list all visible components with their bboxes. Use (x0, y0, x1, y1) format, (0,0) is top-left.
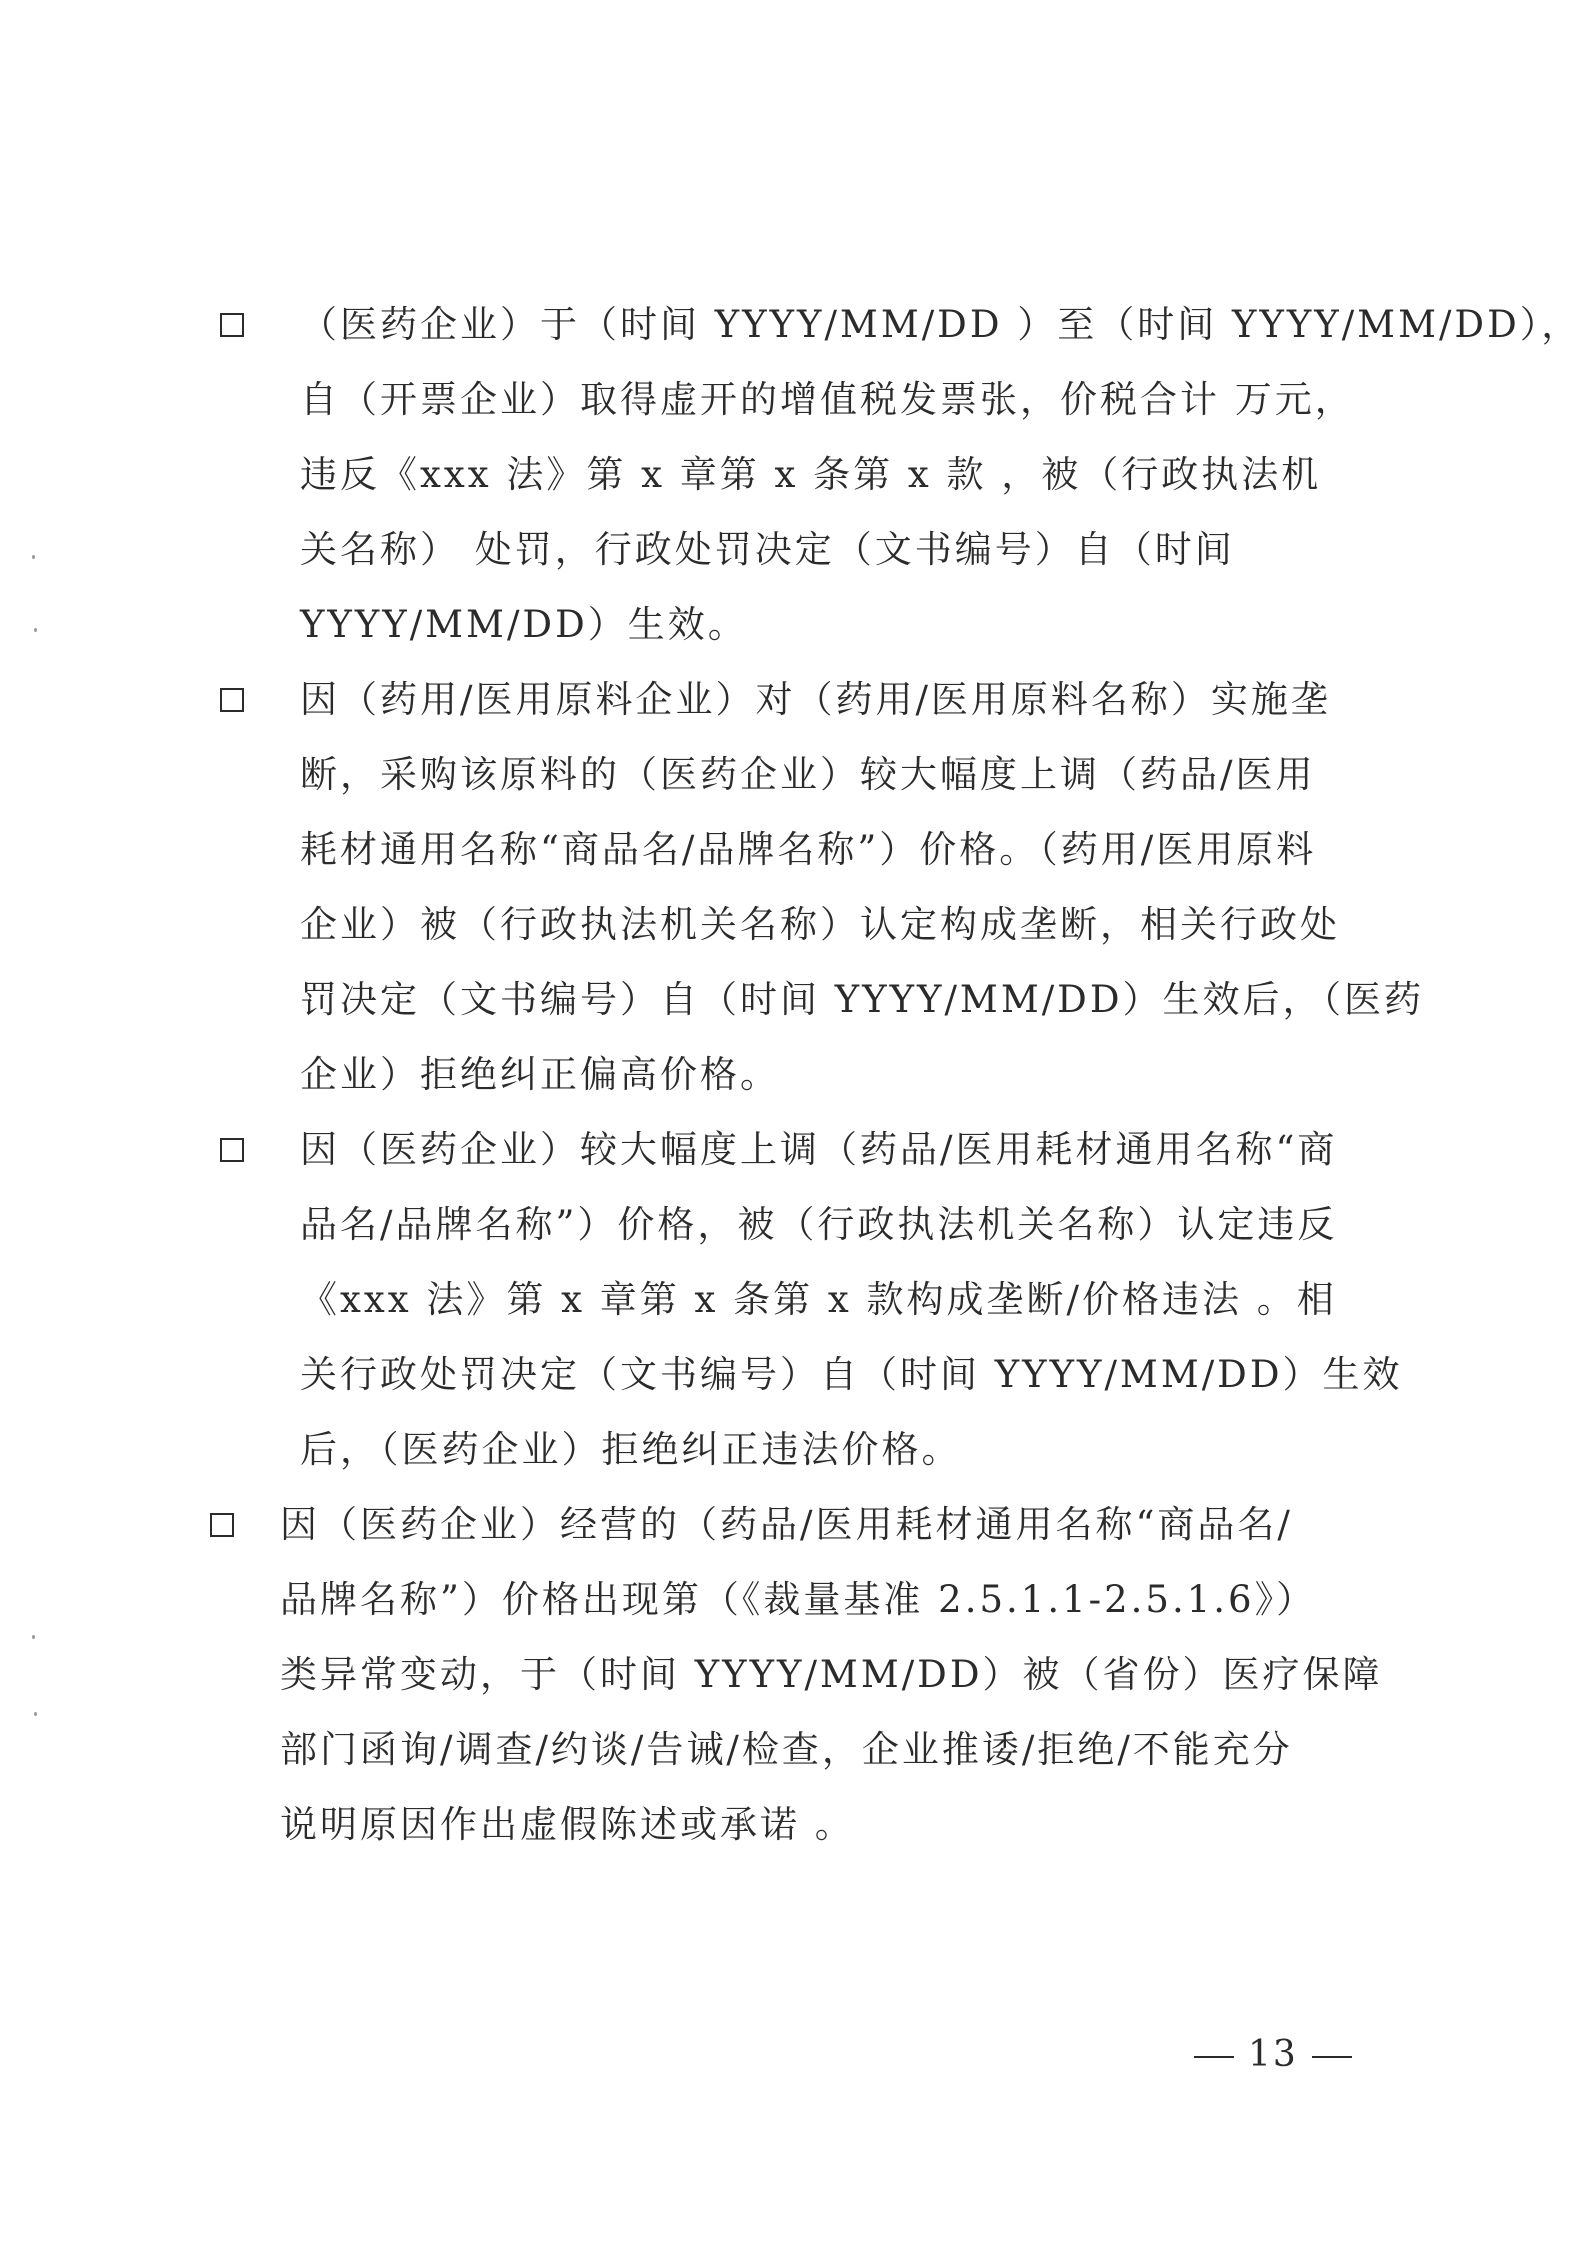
paragraph-line: 后，（医药企业）拒绝纠正违法价格。 (300, 1428, 962, 1471)
paragraph-line: 因（医药企业）较大幅度上调（药品/医用耗材通用名称“商 (300, 1128, 1338, 1171)
paragraph-line: 品名/品牌名称”）价格，被（行政执法机关名称）认定违反 (300, 1203, 1338, 1246)
paragraph-line: 关行政处罚决定（文书编号）自（时间 YYYY/MM/DD）生效 (300, 1353, 1403, 1396)
paragraph-line: 违反《xxx 法》第 x 章第 x 条第 x 款 ，被（行政执法机 (300, 453, 1322, 496)
paragraph-line: 罚决定（文书编号）自（时间 YYYY/MM/DD）生效后，（医药 (300, 978, 1424, 1021)
paragraph-line: 类异常变动，于（时间 YYYY/MM/DD）被（省份）医疗保障 (280, 1653, 1383, 1696)
page-number-dash-right (1312, 2056, 1352, 2058)
page-number-dash-left (1194, 2056, 1234, 2058)
page-number (1180, 2030, 1366, 2080)
checkbox[interactable] (210, 1513, 234, 1537)
paragraph-line: 因（药用/医用原料企业）对（药用/医用原料名称）实施垄 (300, 678, 1331, 721)
scan-speck (34, 628, 37, 632)
paragraph-line: （医药企业）于（时间 YYYY/MM/DD ）至（时间 YYYY/MM/DD）， (300, 303, 1582, 346)
paragraph-line: 品牌名称”）价格出现第（《裁量基准 2.5.1.1-2.5.1.6》） (280, 1578, 1317, 1621)
paragraph-line: 部门函询/调查/约谈/告诫/检查，企业推诿/拒绝/不能充分 (280, 1728, 1293, 1771)
paragraph-line: 说明原因作出虚假陈述或承诺 。 (280, 1803, 855, 1846)
scan-speck (32, 555, 35, 559)
checkbox[interactable] (220, 313, 244, 337)
paragraph-line: YYYY/MM/DD）生效。 (300, 603, 748, 646)
checkbox[interactable] (220, 1138, 244, 1162)
checkbox[interactable] (220, 688, 244, 712)
paragraph-line: 企业）被（行政执法机关名称）认定构成垄断，相关行政处 (300, 903, 1340, 946)
page-number-value: 13 (1248, 2034, 1298, 2075)
paragraph-line: 耗材通用名称“商品名/品牌名称”）价格。（药用/医用原料 (300, 828, 1317, 871)
paragraph-line: 《xxx 法》第 x 章第 x 条第 x 款构成垄断/价格违法 。相 (300, 1278, 1337, 1321)
scan-speck (34, 1712, 37, 1716)
paragraph-line: 企业）拒绝纠正偏高价格。 (300, 1053, 780, 1096)
paragraph-line: 断，采购该原料的（医药企业）较大幅度上调（药品/医用 (300, 753, 1316, 796)
paragraph-line: 自（开票企业）取得虚开的增值税发票张，价税合计 万元， (300, 378, 1355, 421)
scan-speck (32, 1635, 35, 1639)
paragraph-line: 关名称） 处罚，行政处罚决定（文书编号）自（时间 (300, 528, 1235, 571)
paragraph-line: 因（医药企业）经营的（药品/医用耗材通用名称“商品名/ (280, 1503, 1293, 1546)
